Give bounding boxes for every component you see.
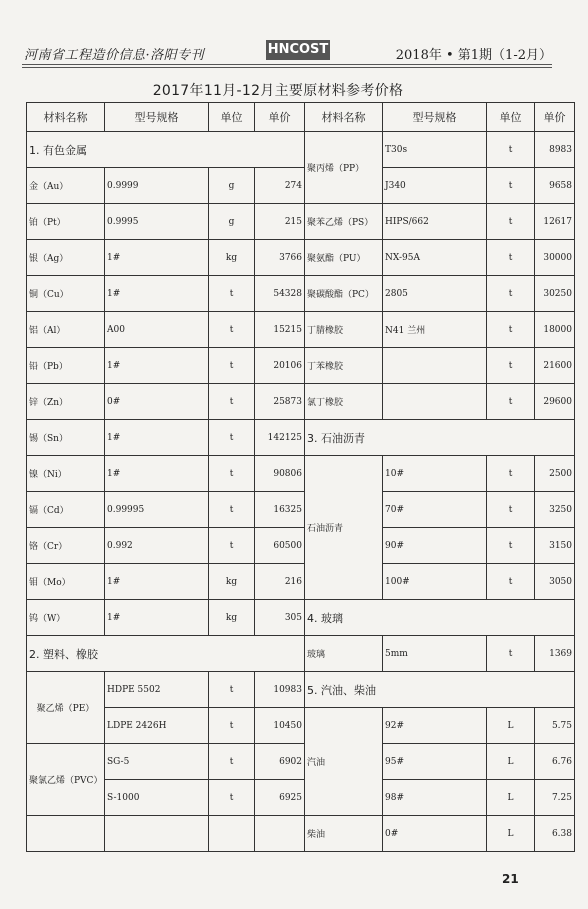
price-cell: 142125: [255, 420, 305, 456]
price-cell: 7.25: [535, 780, 575, 816]
spec-cell: N41 兰州: [383, 312, 487, 348]
price-table: [26, 102, 575, 852]
unit-cell: t: [209, 492, 255, 528]
section-heading: 2. 塑料、橡胶: [27, 636, 305, 672]
spec-cell: 70#: [383, 492, 487, 528]
spec-cell: 1#: [105, 420, 209, 456]
empty-cell: [27, 816, 105, 852]
material-name: 聚氨酯（PU）: [305, 240, 383, 276]
price-cell: 30000: [535, 240, 575, 276]
page-header: [22, 40, 552, 66]
material-name: 聚碳酸酯（PC）: [305, 276, 383, 312]
spec-cell: 10#: [383, 456, 487, 492]
table-row: [27, 528, 575, 564]
unit-cell: g: [209, 168, 255, 204]
spec-cell: J340: [383, 168, 487, 204]
unit-cell: g: [209, 204, 255, 240]
material-name: 汽油: [305, 708, 383, 816]
material-name: 钼（Mo）: [27, 564, 105, 600]
empty-cell: [255, 816, 305, 852]
price-cell: 216: [255, 564, 305, 600]
spec-cell: 2805: [383, 276, 487, 312]
unit-cell: t: [487, 564, 535, 600]
price-cell: 15215: [255, 312, 305, 348]
spec-cell: 1#: [105, 240, 209, 276]
col-header-spec: 型号规格: [105, 103, 209, 132]
unit-cell: t: [209, 708, 255, 744]
unit-cell: kg: [209, 600, 255, 636]
spec-cell: [383, 348, 487, 384]
spec-cell: LDPE 2426H: [105, 708, 209, 744]
unit-cell: L: [487, 816, 535, 852]
material-name: 铅（Pb）: [27, 348, 105, 384]
col-header-price-right: 单价: [535, 103, 575, 132]
table-row: [27, 276, 575, 312]
unit-cell: t: [487, 636, 535, 672]
price-cell: 274: [255, 168, 305, 204]
price-cell: 3766: [255, 240, 305, 276]
col-header-unit: 单位: [209, 103, 255, 132]
col-header-name: 材料名称: [27, 103, 105, 132]
spec-cell: 1#: [105, 348, 209, 384]
material-name: 聚氯乙烯（PVC）: [27, 744, 105, 816]
spec-cell: 1#: [105, 600, 209, 636]
unit-cell: t: [487, 276, 535, 312]
material-name: 银（Ag）: [27, 240, 105, 276]
material-name: 丁腈橡胶: [305, 312, 383, 348]
spec-cell: 100#: [383, 564, 487, 600]
price-cell: 6902: [255, 744, 305, 780]
unit-cell: t: [209, 276, 255, 312]
price-cell: 305: [255, 600, 305, 636]
spec-cell: 95#: [383, 744, 487, 780]
col-header-price: 单价: [255, 103, 305, 132]
spec-cell: [383, 384, 487, 420]
spec-cell: T30s: [383, 132, 487, 168]
table-row: [27, 312, 575, 348]
material-name: 铜（Cu）: [27, 276, 105, 312]
unit-cell: t: [209, 384, 255, 420]
unit-cell: t: [487, 204, 535, 240]
page-number: 21: [502, 872, 519, 886]
table-row: [27, 384, 575, 420]
unit-cell: t: [209, 744, 255, 780]
col-header-name-right: 材料名称: [305, 103, 383, 132]
unit-cell: kg: [209, 564, 255, 600]
table-row: [27, 348, 575, 384]
material-name: 锌（Zn）: [27, 384, 105, 420]
spec-cell: 0#: [105, 384, 209, 420]
header-rule-top: [22, 64, 552, 65]
price-cell: 1369: [535, 636, 575, 672]
price-cell: 30250: [535, 276, 575, 312]
unit-cell: t: [209, 456, 255, 492]
unit-cell: t: [487, 528, 535, 564]
table-header-row: [27, 103, 575, 132]
unit-cell: t: [487, 348, 535, 384]
price-cell: 6.76: [535, 744, 575, 780]
unit-cell: t: [209, 528, 255, 564]
spec-cell: HDPE 5502: [105, 672, 209, 708]
unit-cell: L: [487, 780, 535, 816]
material-name: 丁苯橡胶: [305, 348, 383, 384]
price-cell: 3150: [535, 528, 575, 564]
material-name: 铬（Cr）: [27, 528, 105, 564]
price-cell: 54328: [255, 276, 305, 312]
spec-cell: A00: [105, 312, 209, 348]
unit-cell: t: [487, 132, 535, 168]
header-rule-bottom: [22, 67, 552, 68]
price-cell: 3050: [535, 564, 575, 600]
table-row: [27, 744, 575, 780]
table-row: [27, 816, 575, 852]
price-cell: 16325: [255, 492, 305, 528]
table-row: [27, 132, 575, 168]
price-cell: 10450: [255, 708, 305, 744]
spec-cell: 0#: [383, 816, 487, 852]
spec-cell: 1#: [105, 456, 209, 492]
spec-cell: 1#: [105, 276, 209, 312]
material-name: 柴油: [305, 816, 383, 852]
unit-cell: t: [209, 348, 255, 384]
material-name: 聚苯乙烯（PS）: [305, 204, 383, 240]
material-name: 玻璃: [305, 636, 383, 672]
price-cell: 9658: [535, 168, 575, 204]
material-name: 铂（Pt）: [27, 204, 105, 240]
journal-title: 河南省工程造价信息·洛阳专刊: [24, 48, 205, 63]
table-row: [27, 456, 575, 492]
price-cell: 60500: [255, 528, 305, 564]
issue-info: 2018年 • 第1期（1-2月）: [395, 48, 552, 63]
unit-cell: t: [209, 312, 255, 348]
table-row: [27, 204, 575, 240]
unit-cell: kg: [209, 240, 255, 276]
empty-cell: [209, 816, 255, 852]
table-row: [27, 492, 575, 528]
material-name: 铝（Al）: [27, 312, 105, 348]
table-row: [27, 168, 575, 204]
material-name: 锡（Sn）: [27, 420, 105, 456]
page-title: 2017年11月-12月主要原材料参考价格: [152, 83, 404, 99]
spec-cell: 0.99995: [105, 492, 209, 528]
spec-cell: 5mm: [383, 636, 487, 672]
unit-cell: L: [487, 708, 535, 744]
material-name: 氯丁橡胶: [305, 384, 383, 420]
price-cell: 12617: [535, 204, 575, 240]
price-cell: 6925: [255, 780, 305, 816]
material-name: 金（Au）: [27, 168, 105, 204]
table-row: [27, 636, 575, 672]
empty-cell: [105, 816, 209, 852]
table-row: [27, 564, 575, 600]
section-heading: 5. 汽油、柴油: [305, 672, 575, 708]
spec-cell: 1#: [105, 564, 209, 600]
unit-cell: t: [487, 168, 535, 204]
table-row: [27, 240, 575, 276]
unit-cell: t: [209, 672, 255, 708]
spec-cell: 92#: [383, 708, 487, 744]
spec-cell: HIPS/662: [383, 204, 487, 240]
material-name: 聚乙烯（PE）: [27, 672, 105, 744]
material-name: 镍（Ni）: [27, 456, 105, 492]
unit-cell: t: [487, 384, 535, 420]
price-cell: 8983: [535, 132, 575, 168]
section-heading: 4. 玻璃: [305, 600, 575, 636]
spec-cell: NX-95A: [383, 240, 487, 276]
spec-cell: 90#: [383, 528, 487, 564]
price-cell: 10983: [255, 672, 305, 708]
price-cell: 25873: [255, 384, 305, 420]
price-cell: 90806: [255, 456, 305, 492]
unit-cell: t: [487, 456, 535, 492]
unit-cell: L: [487, 744, 535, 780]
table-row: [27, 672, 575, 708]
price-cell: 20106: [255, 348, 305, 384]
table-row: [27, 708, 575, 744]
price-cell: 29600: [535, 384, 575, 420]
table-row: [27, 600, 575, 636]
price-cell: 3250: [535, 492, 575, 528]
price-cell: 21600: [535, 348, 575, 384]
unit-cell: t: [209, 420, 255, 456]
spec-cell: 0.9999: [105, 168, 209, 204]
material-name: 钨（W）: [27, 600, 105, 636]
col-header-unit-right: 单位: [487, 103, 535, 132]
section-heading: 1. 有色金属: [27, 132, 305, 168]
material-name: 聚丙烯（PP）: [305, 132, 383, 204]
section-heading: 3. 石油沥青: [305, 420, 575, 456]
table-row: [27, 780, 575, 816]
unit-cell: t: [487, 240, 535, 276]
material-name: 镉（Cd）: [27, 492, 105, 528]
hncost-badge: HNCOST: [266, 40, 330, 60]
spec-cell: S-1000: [105, 780, 209, 816]
col-header-spec-right: 型号规格: [383, 103, 487, 132]
price-cell: 18000: [535, 312, 575, 348]
price-cell: 215: [255, 204, 305, 240]
spec-cell: SG-5: [105, 744, 209, 780]
spec-cell: 0.9995: [105, 204, 209, 240]
price-cell: 6.38: [535, 816, 575, 852]
price-cell: 5.75: [535, 708, 575, 744]
material-name: 石油沥青: [305, 456, 383, 600]
table-row: [27, 420, 575, 456]
unit-cell: t: [487, 492, 535, 528]
unit-cell: t: [209, 780, 255, 816]
spec-cell: 98#: [383, 780, 487, 816]
unit-cell: t: [487, 312, 535, 348]
price-cell: 2500: [535, 456, 575, 492]
spec-cell: 0.992: [105, 528, 209, 564]
